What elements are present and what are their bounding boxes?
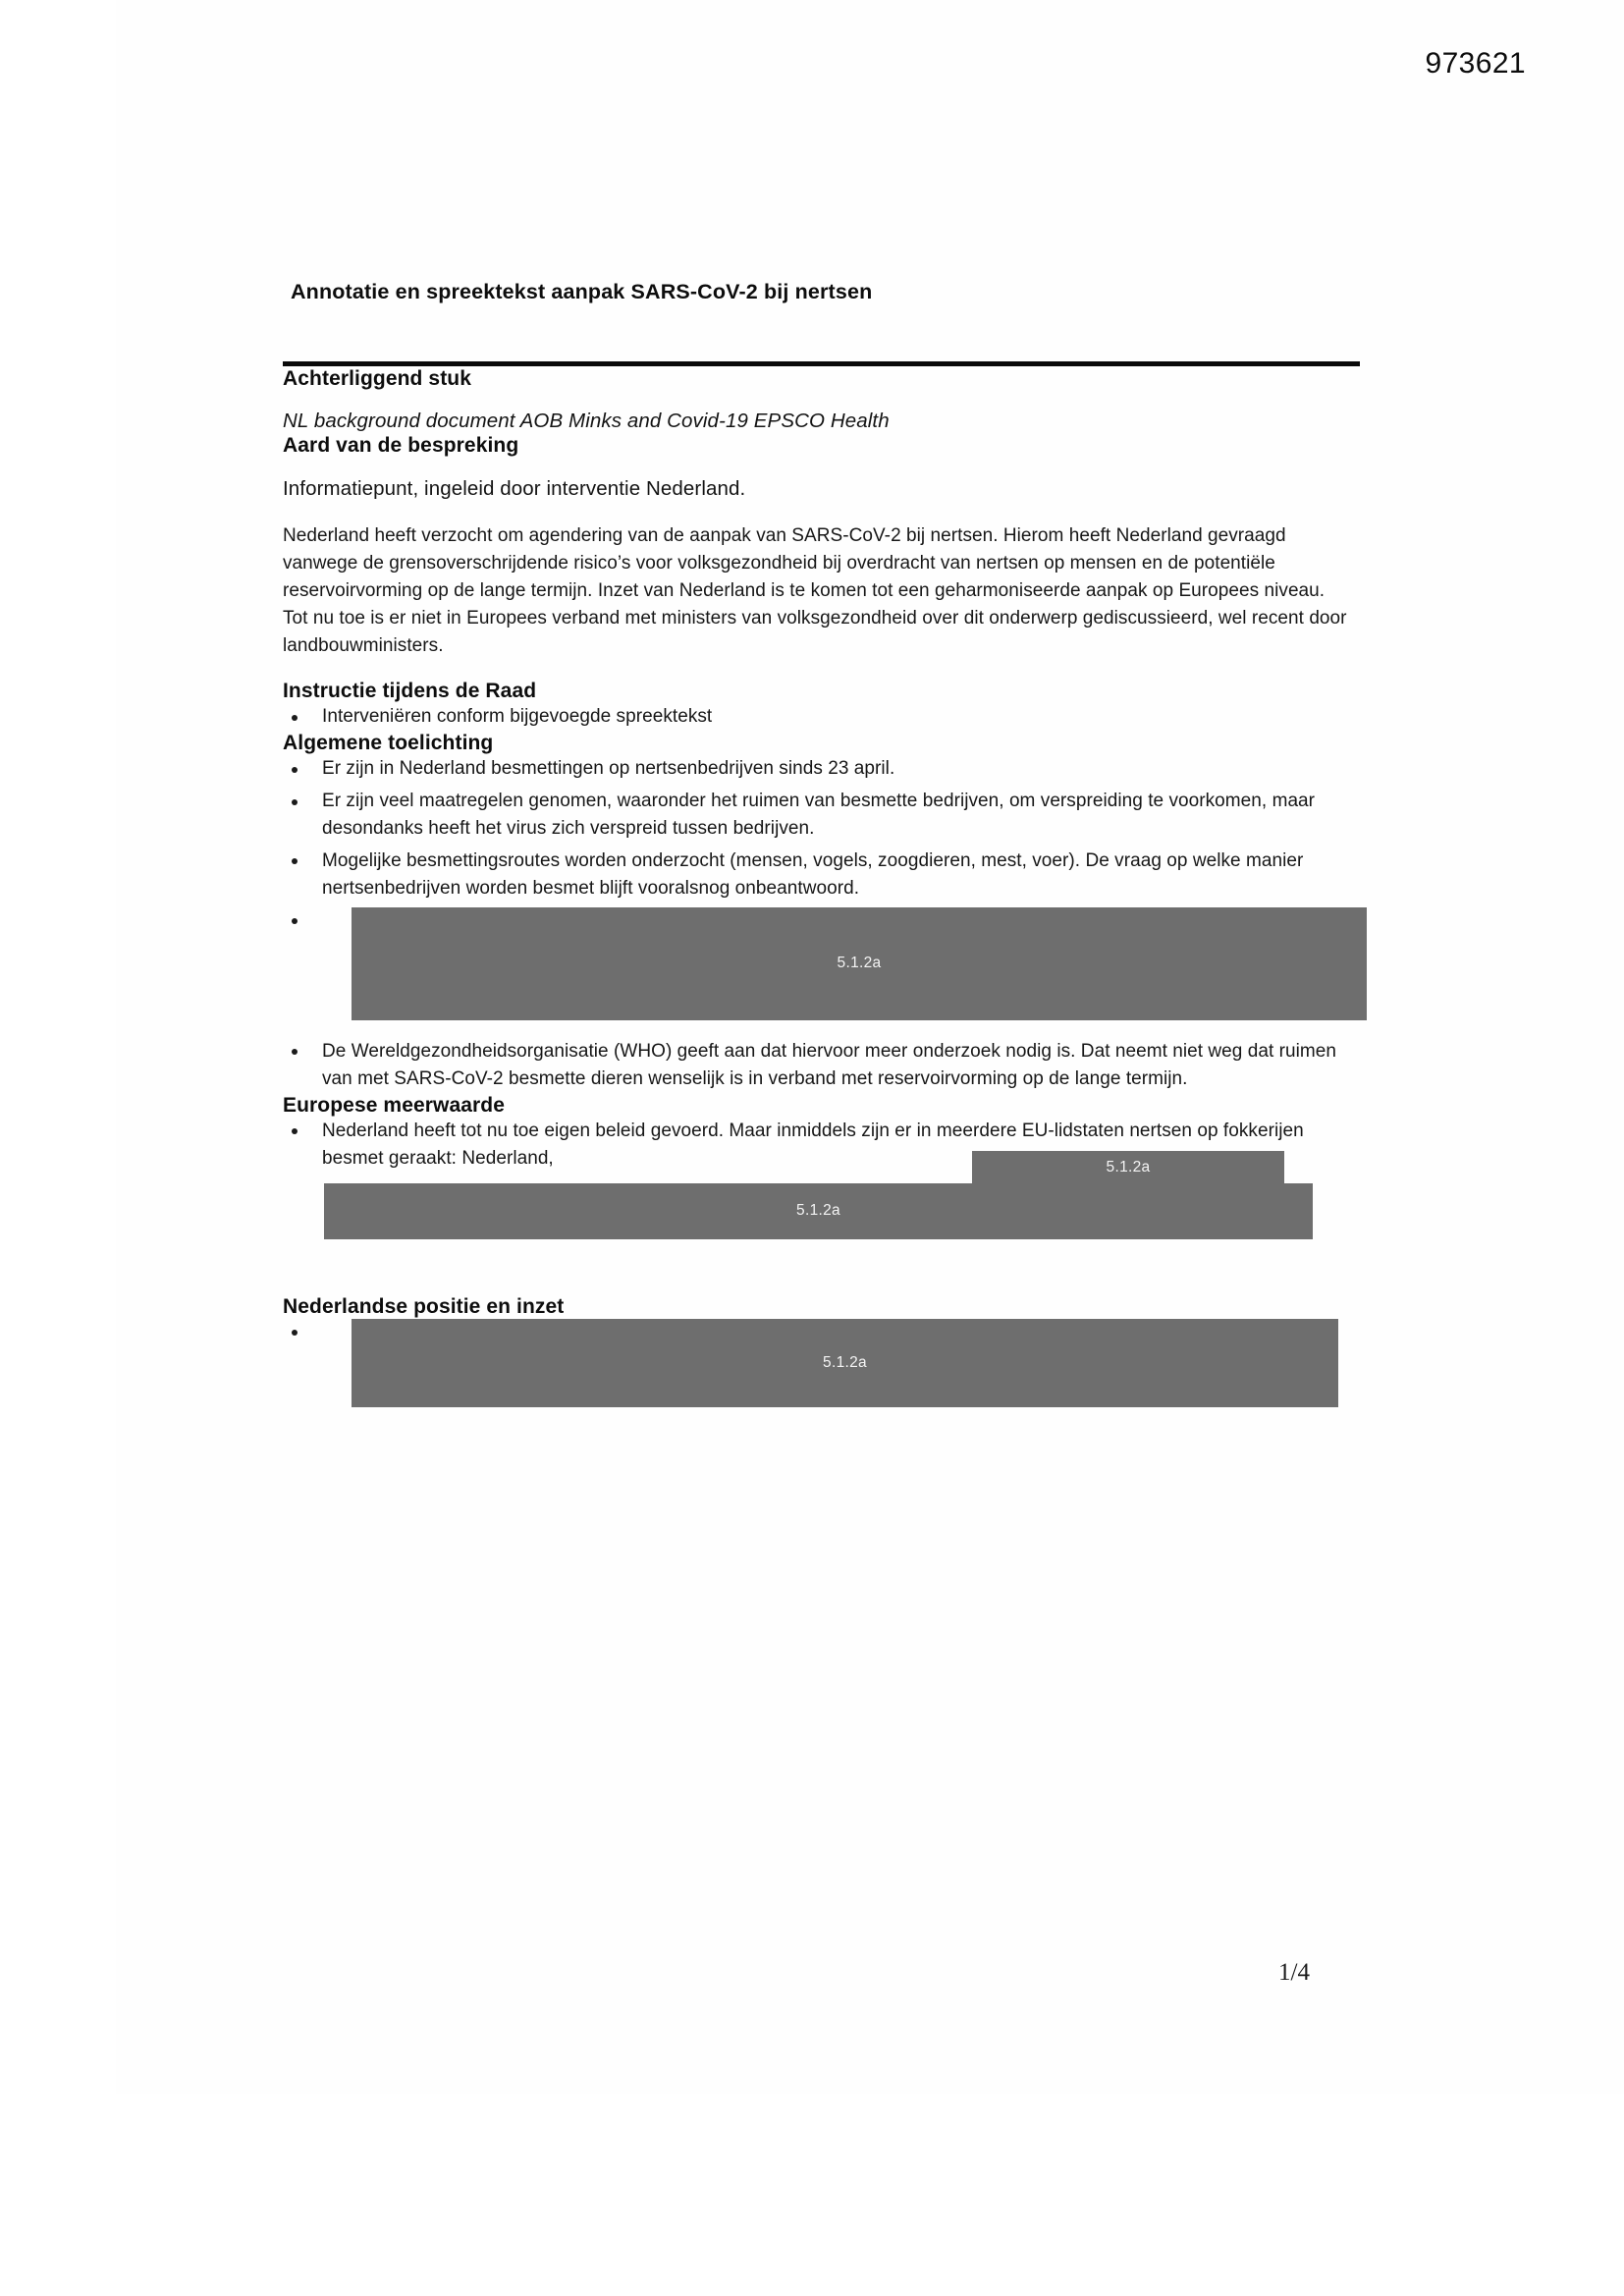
redaction-block: 5.1.2a xyxy=(352,1319,1338,1407)
document-content xyxy=(283,280,1360,1407)
aard-paragraph: Nederland heeft verzocht om agendering van de aanpak van SARS-CoV-2 bij nertsen. Hierom heeft Nederland gevraagd vanwege de grensoverschrijdende risico’s voor volksgezondheid bij overdracht van nertsen op mensen en de potentiële reservoirvorming op de lange termijn. Inzet van Nederland is te komen tot een geharmoniseerde aanpak op Europees niveau. Tot nu toe is er niet in Europees verband met ministers van volksgezondheid over dit onderwerp gediscussieerd, wel recent door landbouwministers. xyxy=(283,525,1347,657)
redaction-block: 5.1.2a xyxy=(352,907,1367,1020)
algemene-bullet-list xyxy=(283,755,1360,1020)
list-item xyxy=(283,703,1360,731)
page-title: Annotatie en spreektekst aanpak SARS-CoV-2 bij nertsen xyxy=(291,280,873,303)
europese-content-wrap xyxy=(283,1118,1360,1294)
list-item xyxy=(283,1038,1360,1093)
list-item xyxy=(283,847,1360,902)
list-item-text: Er zijn in Nederland besmettingen op nertsenbedrijven sinds 23 april. xyxy=(322,758,895,780)
section-heading-algemene-toelichting: Algemene toelichting xyxy=(283,732,494,755)
list-item-text: Mogelijke besmettingsroutes worden onderzocht (mensen, vogels, zoogdieren, mest, voer). De vraag op welke manier nertsenbedrijven worden besmet blijft vooralsnog onbeantwoord. xyxy=(322,850,1304,899)
section-heading-europese-meerwaarde: Europese meerwaarde xyxy=(283,1093,506,1117)
bullet-dot-icon xyxy=(292,1049,298,1055)
bullet-dot-icon xyxy=(292,799,298,805)
who-bullet-list xyxy=(283,1038,1360,1093)
section-heading-achterliggend-stuk: Achterliggend stuk xyxy=(283,367,471,390)
section-heading-aard-van-de-bespreking: Aard van de bespreking xyxy=(283,434,519,458)
list-item-text: Interveniëren conform bijgevoegde spreektekst xyxy=(322,706,713,728)
bullet-dot-icon xyxy=(292,918,298,924)
list-item xyxy=(283,788,1360,843)
redaction-block-inline-lower: 5.1.2a xyxy=(324,1183,1313,1239)
page-number-footer: 1/4 xyxy=(1278,1959,1310,1986)
achterliggend-subtitle: NL background document AOB Minks and Covid-19 EPSCO Health xyxy=(283,410,890,433)
list-item-redacted xyxy=(283,907,1360,1020)
list-item xyxy=(283,755,1360,783)
bullet-dot-icon xyxy=(292,767,298,773)
list-item-text: Er zijn veel maatregelen genomen, waaronder het ruimen van besmette bedrijven, om verspreiding te voorkomen, maar desondanks heeft het virus zich verspreid tussen bedrijven. xyxy=(322,791,1316,840)
list-item-text: De Wereldgezondheidsorganisatie (WHO) geeft aan dat hiervoor meer onderzoek nodig is. Dat neemt niet weg dat ruimen van met SARS-CoV-2 besmette dieren wenselijk is in verband met reservoirvorming op de lange termijn. xyxy=(322,1040,1337,1089)
section-heading-nederlandse-positie-en-inzet: Nederlandse positie en inzet xyxy=(283,1294,565,1318)
list-item-redacted xyxy=(283,1319,1360,1407)
bullet-dot-icon xyxy=(292,858,298,864)
spacer xyxy=(283,1020,1360,1038)
positie-bullet-list xyxy=(283,1319,1360,1407)
bullet-dot-icon xyxy=(292,715,298,721)
section-heading-instructie-tijdens-de-raad: Instructie tijdens de Raad xyxy=(283,679,537,702)
list-item-text: Nederland heeft tot nu toe eigen beleid gevoerd. Maar inmiddels zijn er in meerdere EU-lidstaten nertsen op fokkerijen besmet geraakt: Nederland, xyxy=(322,1120,1304,1169)
instructie-bullet-list xyxy=(283,703,1360,731)
redaction-block-inline-upper: 5.1.2a xyxy=(972,1151,1284,1184)
bullet-dot-icon xyxy=(292,1330,298,1336)
aard-lead-line: Informatiepunt, ingeleid door interventie Nederland. xyxy=(283,477,746,501)
document-number: 973621 xyxy=(1425,47,1526,80)
bullet-dot-icon xyxy=(292,1128,298,1134)
